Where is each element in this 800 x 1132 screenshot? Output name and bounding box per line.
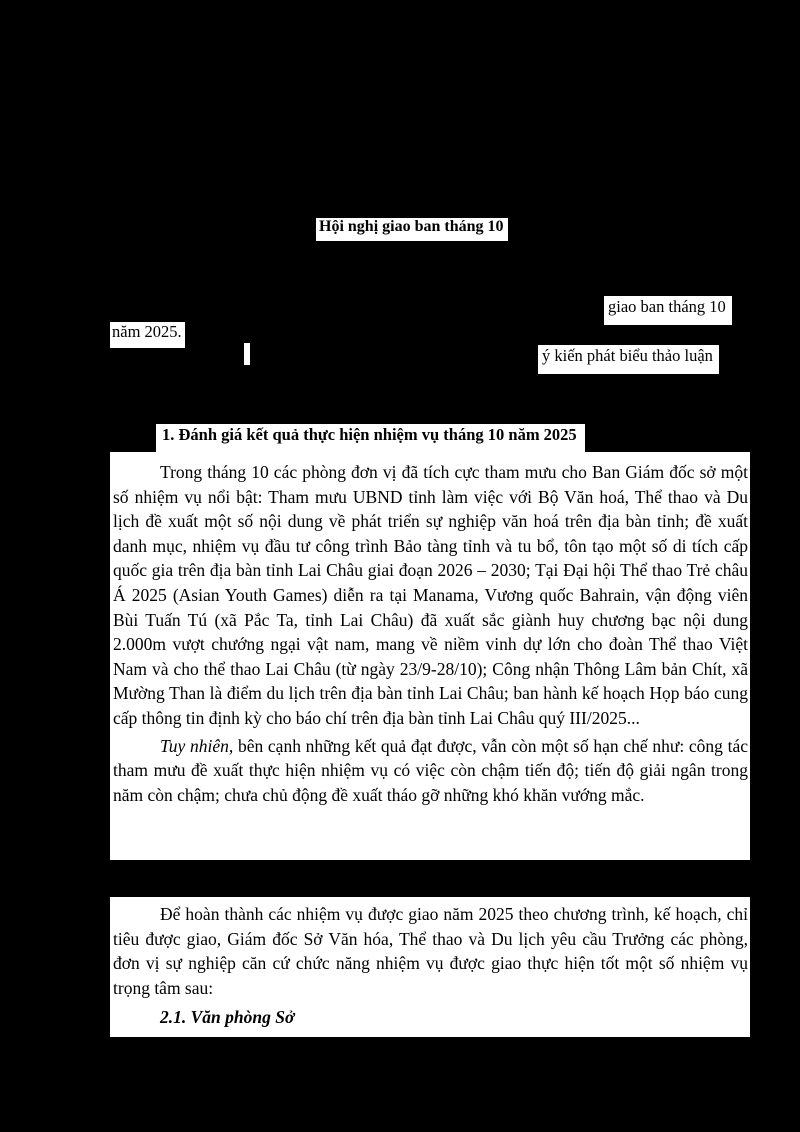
paragraph-2-rest: bên cạnh những kết quả đạt được, vẫn còn một số hạn chế như: công tác tham mưu đề xuất thực hiện nhiệm vụ có việc còn chậm tiến độ; tiến độ giải ngân trong năm còn chậm; chưa chủ động đề xuất tháo gỡ những khó khăn vướng mắc.: [113, 735, 749, 805]
text-fragment-1: giao ban tháng 10: [604, 296, 732, 325]
section-2-1-heading: 2.1. Văn phòng Sở: [160, 1007, 295, 1028]
section-1-heading: 1. Đánh giá kết quả thực hiện nhiệm vụ tháng 10 năm 2025: [156, 424, 585, 453]
section-2-paragraph: Để hoàn thành các nhiệm vụ được giao năm 2025 theo chương trình, kế hoạch, chỉ tiêu được giao, Giám đốc Sở Văn hóa, Thể thao và Du lịch yêu cầu Trưởng các phòng, đơn vị sự nghiệp căn cứ chức năng nhiệm vụ được giao thực hiện tốt một số nhiệm vụ trọng tâm sau:: [113, 904, 748, 998]
section-2-body: [110, 897, 750, 1037]
text-fragment-mark: [244, 343, 250, 365]
text-fragment-2: năm 2025.: [110, 322, 185, 348]
section-1-paragraph-2: [113, 734, 748, 808]
section-1-body: [110, 452, 750, 860]
text-fragment-3: ý kiến phát biểu thảo luận: [538, 345, 719, 374]
paragraph-2-lead: Tuy nhiên,: [160, 735, 234, 756]
section-1-paragraph-1: Trong tháng 10 các phòng đơn vị đã tích cực tham mưu cho Ban Giám đốc sở một số nhiệm vụ nổi bật: Tham mưu UBND tỉnh làm việc với Bộ Văn hoá, Thể thao và Du lịch đề xuất một số nội dung về phát triển sự nghiệp văn hoá trên địa bàn tỉnh; đề xuất danh mục, nhiệm vụ đầu tư công trình Bảo tàng tỉnh và tu bổ, tôn tạo một số di tích cấp quốc gia trên địa bàn tỉnh Lai Châu giai đoạn 2026 – 2030; Tại Đại hội Thể thao Trẻ châu Á 2025 (Asian Youth Games) diễn ra tại Manama, Vương quốc Bahrain, vận động viên Bùi Tuấn Tú (xã Pắc Ta, tỉnh Lai Châu) đã xuất sắc giành huy chương bạc nội dung 2.000m vượt chướng ngại vật nam, mang về niềm vinh dự lớn cho đoàn Thể thao Việt Nam và cho thể thao Lai Châu (từ ngày 23/9-28/10); Công nhận Thông Lâm bản Chít, xã Mường Than là điểm du lịch trên địa bàn tỉnh Lai Châu; ban hành kế hoạch Họp báo cung cấp thông tin định kỳ cho báo chí trên địa bàn tỉnh Lai Châu quý III/2025...: [113, 462, 748, 728]
document-title: Hội nghị giao ban tháng 10: [316, 218, 508, 241]
